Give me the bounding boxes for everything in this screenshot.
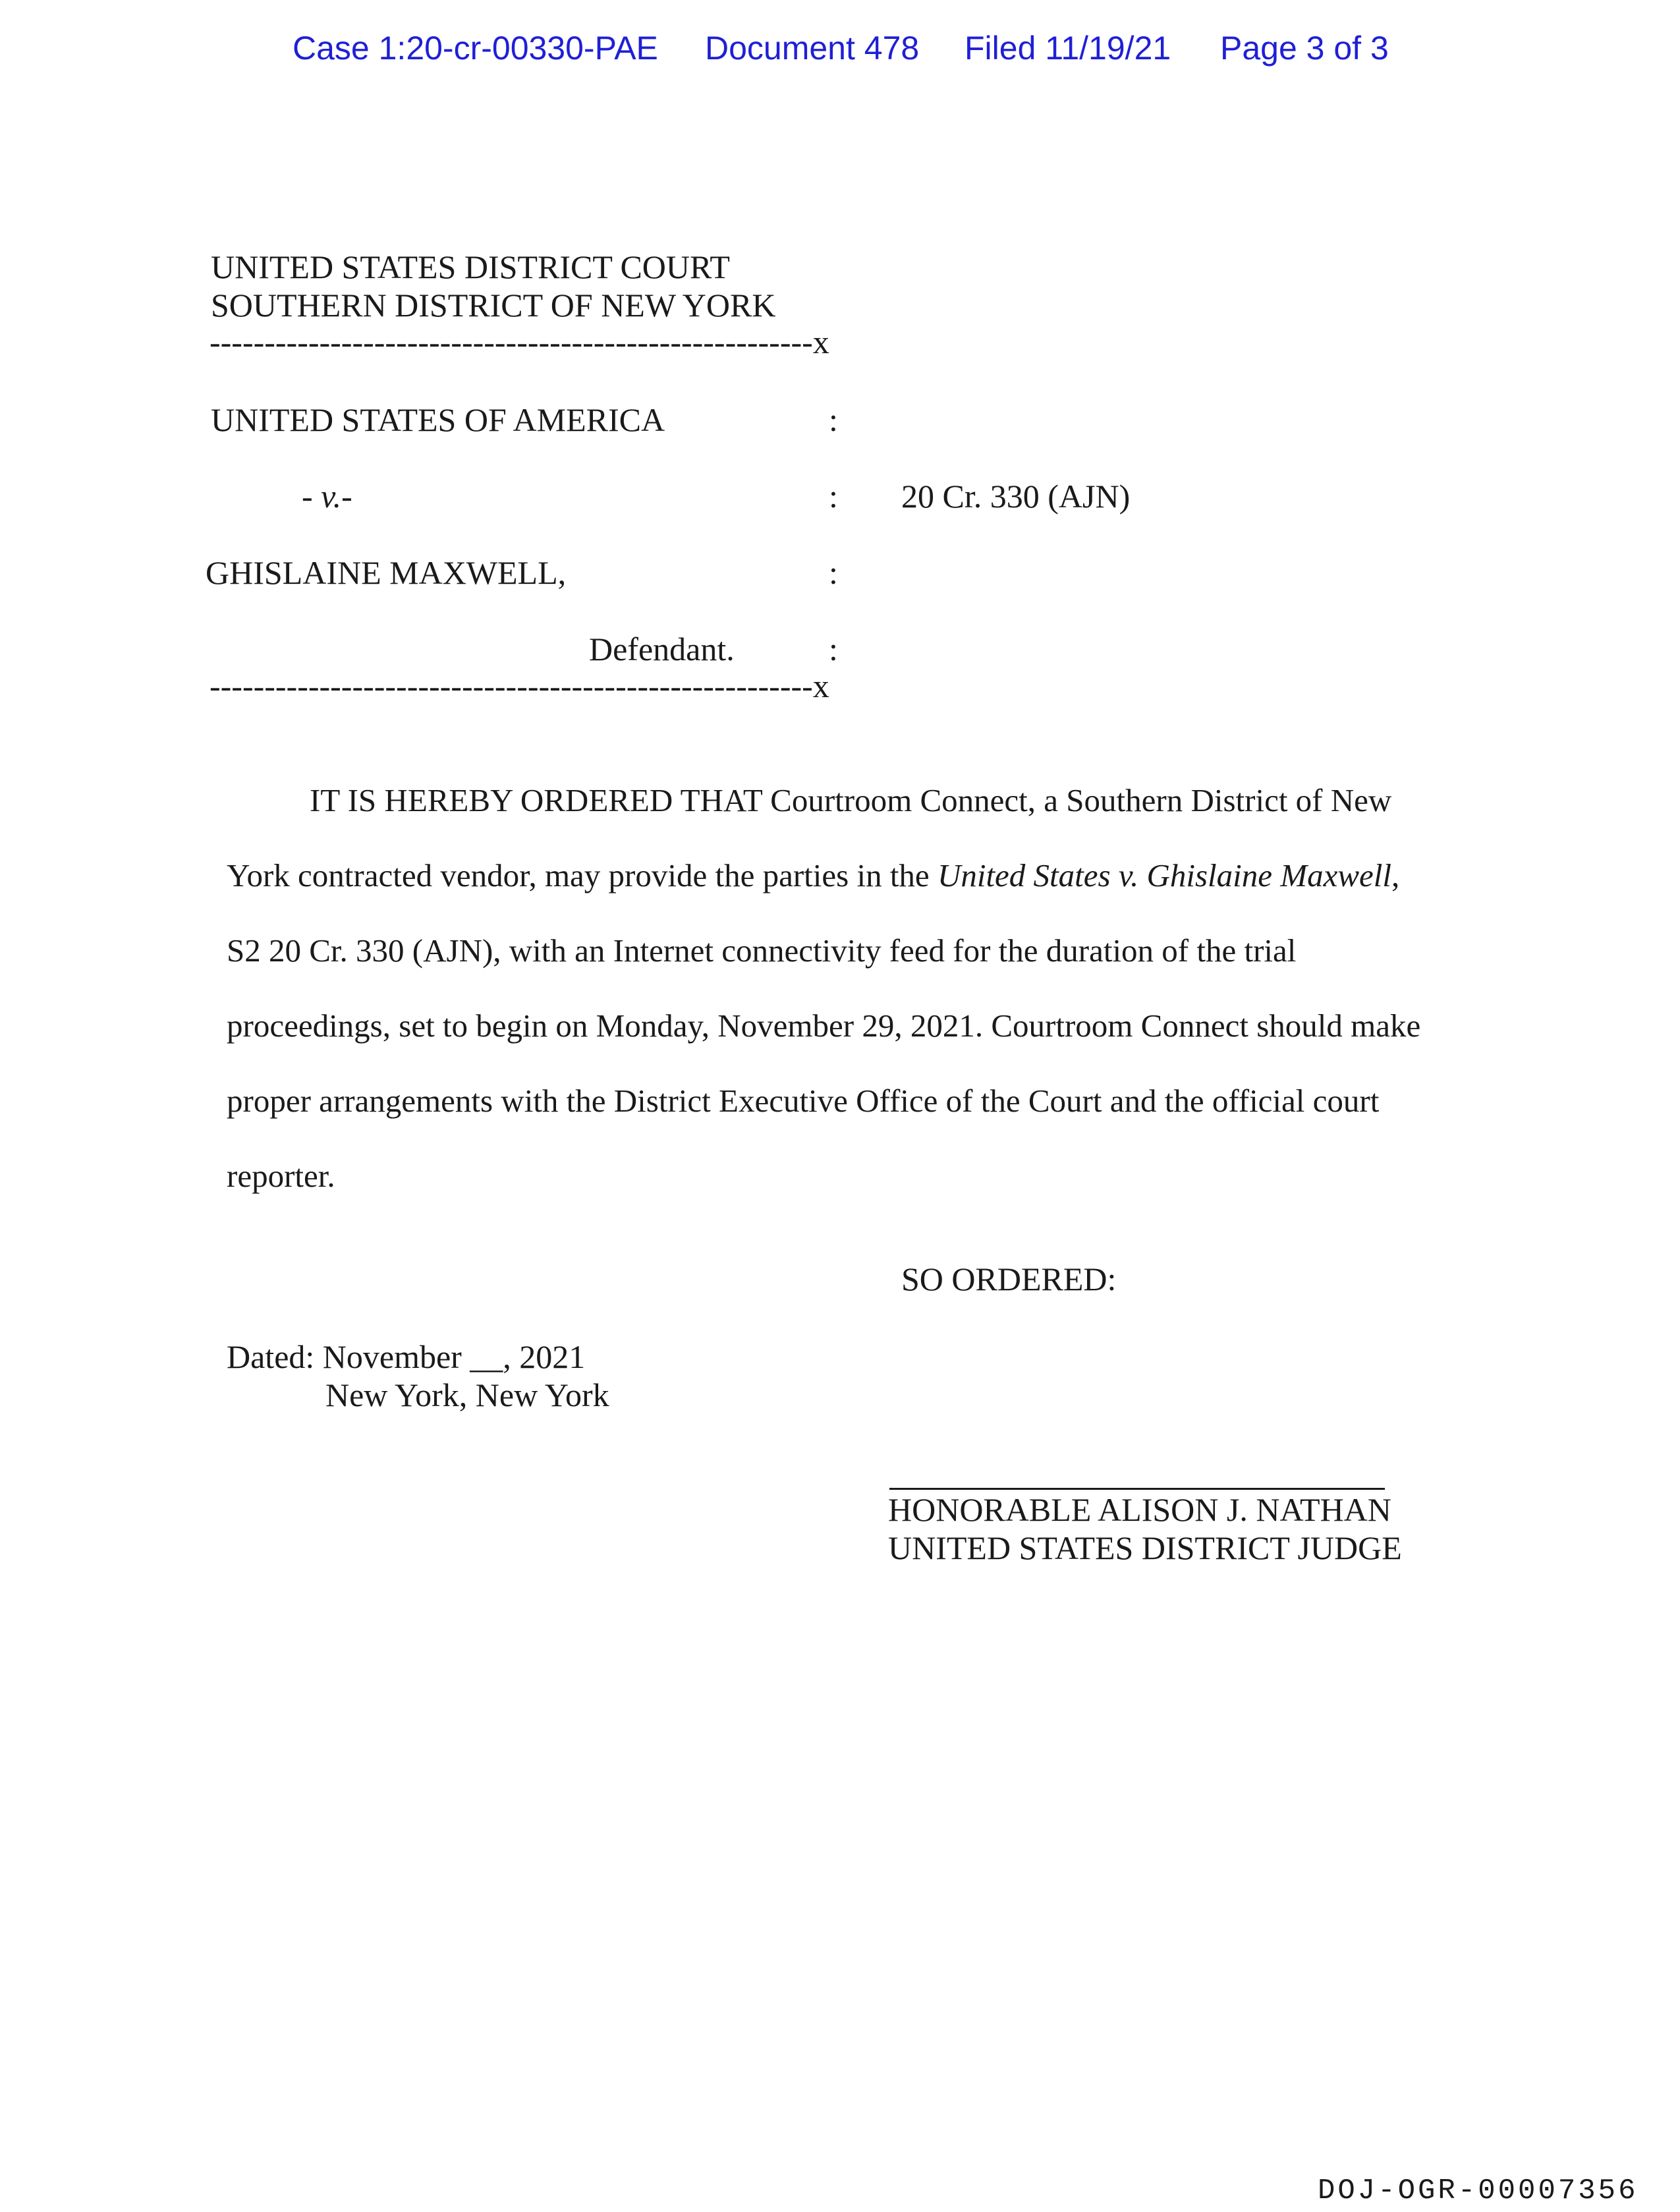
so-ordered: SO ORDERED:: [901, 1261, 1117, 1297]
dated-location: New York, New York: [325, 1376, 609, 1413]
caption-case-number: 20 Cr. 330 (AJN): [901, 478, 1131, 515]
ecf-header: [0, 29, 1680, 75]
order-line-2-pre: York contracted vendor, may provide the parties in the: [227, 857, 938, 893]
court-name: UNITED STATES DISTRICT COURT: [211, 248, 730, 285]
caption-colon: :: [829, 554, 838, 591]
judge-title: UNITED STATES DISTRICT JUDGE: [888, 1529, 1402, 1566]
caption-defendant: GHISLAINE MAXWELL,: [206, 554, 567, 591]
caption-rule-top: -------------------------------------------------------x: [210, 324, 829, 360]
versus-prefix: -: [302, 478, 322, 515]
ecf-document-number: Document 478: [705, 30, 920, 67]
caption-rule-bottom: -------------------------------------------------------x: [210, 667, 829, 704]
ecf-case-number: Case 1:20-cr-00330-PAE: [293, 30, 658, 67]
caption-colon: :: [829, 631, 838, 667]
versus-suffix: -: [341, 478, 352, 515]
order-case-name: United States v. Ghislaine Maxwell: [937, 857, 1391, 893]
ecf-filed-date: Filed 11/19/21: [965, 30, 1171, 67]
caption-colon: :: [829, 401, 838, 438]
order-line-3: S2 20 Cr. 330 (AJN), with an Internet connectivity feed for the duration of the trial: [227, 932, 1297, 969]
caption-plaintiff: UNITED STATES OF AMERICA: [211, 401, 665, 438]
order-line-6: reporter.: [227, 1158, 335, 1194]
order-line-2-post: ,: [1391, 857, 1400, 893]
court-district: SOUTHERN DISTRICT OF NEW YORK: [211, 287, 776, 324]
dated-line: Dated: November __, 2021: [227, 1338, 586, 1375]
bates-number: DOJ-OGR-00007356: [1318, 2174, 1638, 2207]
order-line-2: [227, 857, 1399, 894]
caption-colon: :: [829, 478, 838, 515]
judge-name: HONORABLE ALISON J. NATHAN: [888, 1491, 1391, 1528]
order-line-1: IT IS HEREBY ORDERED THAT Courtroom Connect, a Southern District of New: [310, 782, 1392, 818]
signature-line: [889, 1488, 1385, 1490]
versus-text: v.: [321, 478, 342, 515]
ecf-page-count: Page 3 of 3: [1220, 30, 1389, 67]
order-line-4: proceedings, set to begin on Monday, November 29, 2021. Courtroom Connect should make: [227, 1007, 1421, 1044]
order-line-5: proper arrangements with the District Executive Office of the Court and the official court: [227, 1083, 1380, 1119]
caption-defendant-role: Defendant.: [589, 631, 735, 667]
caption-versus: [302, 477, 352, 515]
